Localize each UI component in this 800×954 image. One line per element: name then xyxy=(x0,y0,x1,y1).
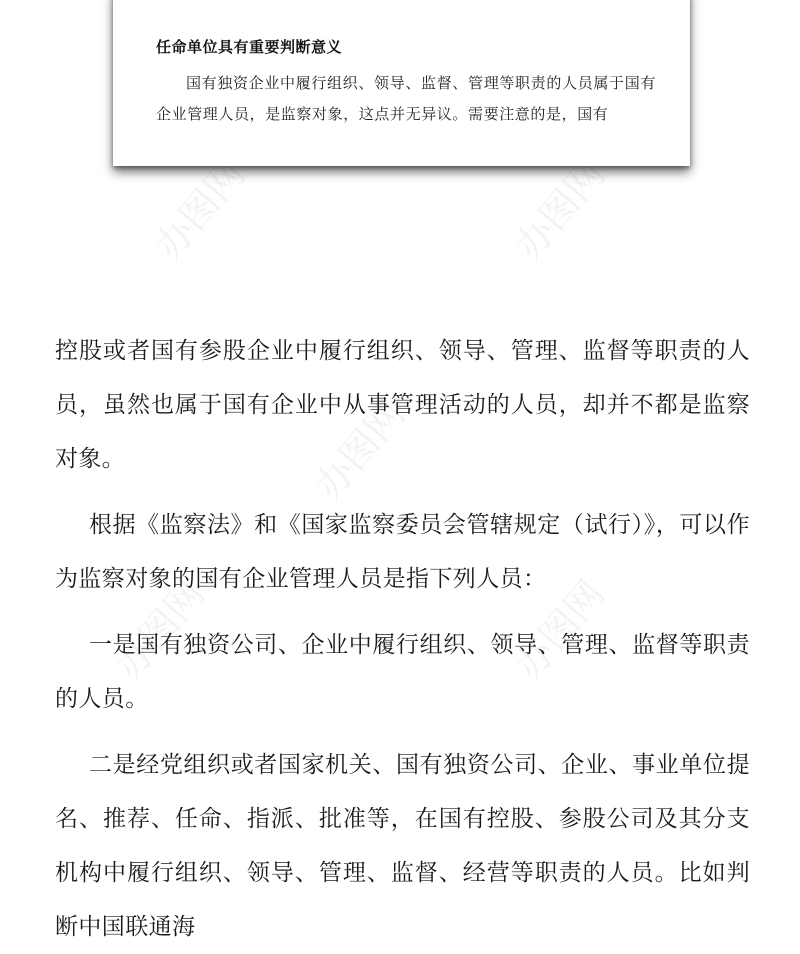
article-preview-card xyxy=(113,0,690,166)
body-paragraph: 二是经党组织或者国家机关、国有独资公司、企业、事业单位提名、推荐、任命、指派、批准等，在国有控股、参股公司及其分支机构中履行组织、领导、管理、监督、经营等职责的人员。比如判断中国联通海 xyxy=(55,752,750,940)
body-paragraph: 根据《监察法》和《国家监察委员会管辖规定（试行）》，可以作为监察对象的国有企业管理人员是指下列人员： xyxy=(55,512,750,592)
watermark: 办图网 xyxy=(106,571,214,688)
watermark: 办图网 xyxy=(146,151,254,268)
body-paragraph: 一是国有独资公司、企业中履行组织、领导、管理、监督等职责的人员。 xyxy=(55,632,750,712)
watermark: 办图网 xyxy=(506,571,614,688)
card-paragraph: 国有独资企业中履行组织、领导、监督、管理等职责的人员属于国有企业管理人员，是监察对象，这点并无异议。需要注意的是，国有 xyxy=(156,74,656,123)
watermark: 办图网 xyxy=(506,151,614,268)
article-body xyxy=(55,324,750,954)
watermark: 办图网 xyxy=(306,391,414,508)
body-paragraph: 控股或者国有参股企业中履行组织、领导、管理、监督等职责的人员，虽然也属于国有企业中从事管理活动的人员，却并不都是监察对象。 xyxy=(55,338,750,472)
card-heading: 任命单位具有重要判断意义 xyxy=(156,38,343,56)
